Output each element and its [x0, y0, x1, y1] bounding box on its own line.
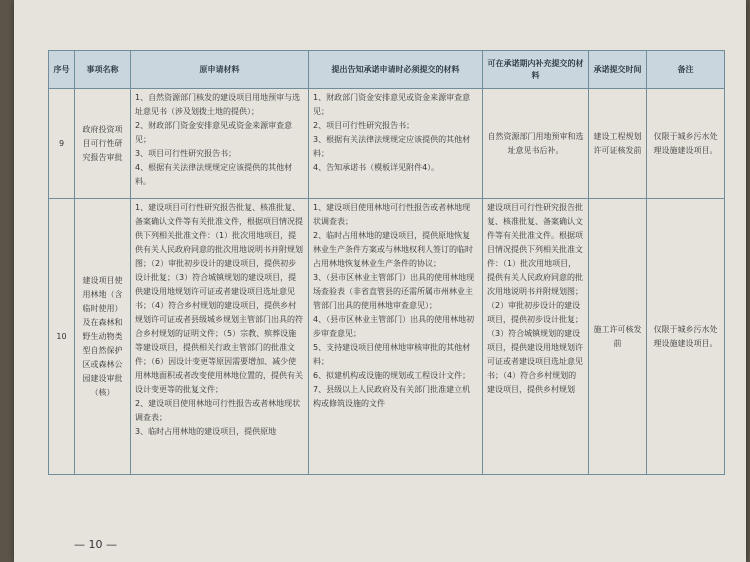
- row-submit-time: 建设工程规划许可证核发前: [589, 89, 647, 199]
- material-line: 4、根据有关法律法规规定应该提供的其他材料。: [135, 163, 293, 186]
- header-supplement-materials: 可在承诺期内补充提交的材料: [483, 51, 589, 89]
- material-line: 3、临时占用林地的建设项目，提供原地: [135, 427, 277, 436]
- row-promise-materials: [309, 199, 483, 475]
- table-row: [49, 199, 725, 475]
- header-seq: 序号: [49, 51, 75, 89]
- material-line: 4、告知承诺书（模板详见附件4）。: [313, 163, 440, 172]
- material-line: 2、财政部门资金安排意见或资金来源审查意见；: [135, 121, 293, 144]
- material-line: 2、临时占用林地的建设项目，提供原地恢复林业生产条件方案或与林地权利人签订的临时占用林地恢复林业生产条件的协议；: [313, 231, 473, 268]
- header-submit-time: 承诺提交时间: [589, 51, 647, 89]
- table-header-row: [49, 51, 725, 89]
- material-line: 建设项目可行性研究报告批复、核准批复、备案确认文件等有关批准文件。根据项目情况提供下列相关批准文件：（1）批次用地项目，提供有关人民政府同意的批次用地说明书并附规划图；（2）审批初步设计的建设项目，提供初步设计批复；（3）符合城镇规划的建设项目，提供建设用地规划许可证或者建设项目选址意见书；（4）符合乡村规划的建设项目，提供乡村规划: [487, 203, 583, 394]
- material-line: 7、县级以上人民政府及有关部门批准建立机构或修筑设施的文件: [313, 385, 471, 408]
- row-item-name: 政府投资项目可行性研究报告审批: [75, 89, 131, 199]
- row-supplement-materials: [483, 89, 589, 199]
- row-seq: 9: [49, 89, 75, 199]
- row-note: 仅限于城乡污水处理设施建设项目。: [647, 199, 725, 475]
- row-item-name: 建设项目使用林地（含临时使用）及在森林和野生动物类型自然保护区或森林公园建设审批（核）: [75, 199, 131, 475]
- header-item-name: 事项名称: [75, 51, 131, 89]
- header-note: 备注: [647, 51, 725, 89]
- row-supplement-materials: [483, 199, 589, 475]
- material-line: 2、建设项目使用林地可行性报告或者林地现状调查表；: [135, 399, 301, 422]
- approval-table: [48, 50, 725, 475]
- material-line: 1、建设项目可行性研究报告批复、核准批复、备案确认文件等有关批准文件，根据项目情况提供下列相关批准文件：（1）批次用地项目，提供有关人民政府同意的批次用地说明书并附规划图；（2）审批初步设计的建设项目，提供初步设计批复；（3）符合城镇规划的建设项目，提供建设用地规划许可证或者建设项目选址意见书；（4）符合乡村规划的建设项目，提供乡村规划许可证或者县级城乡规划主管部门出具的符合乡村规划的证明文件；（5）宗教、殡葬设施等建设项目，提供相关行政主管部门的批准文件；（6）因设计变更等原因需要增加、减少使用林地面积或者改变使用林地位置的，提供有关设计变更等的批复文件；: [135, 203, 303, 394]
- table-row: [49, 89, 725, 199]
- row-original-materials: [131, 199, 309, 475]
- row-original-materials: [131, 89, 309, 199]
- row-note: 仅限于城乡污水处理设施建设项目。: [647, 89, 725, 199]
- material-line: 5、支持建设项目使用林地审核审批的其他材料；: [313, 343, 471, 366]
- row-submit-time: 施工许可核发前: [589, 199, 647, 475]
- header-promise-materials: 提出告知承诺申请时必须提交的材料: [309, 51, 483, 89]
- material-line: 6、拟建机构或设施的规划或工程设计文件；: [313, 371, 471, 380]
- material-line: 3、根据有关法律法规规定应该提供的其他材料；: [313, 135, 471, 158]
- row-seq: 10: [49, 199, 75, 475]
- row-promise-materials: [309, 89, 483, 199]
- material-line: 1、财政部门资金安排意见或资金来源审查意见；: [313, 93, 471, 116]
- material-line: 自然资源部门用地预审和选址意见书后补。: [487, 131, 584, 155]
- material-line: 4、（县市区林业主管部门）出具的使用林地初步审查意见；: [313, 315, 475, 338]
- material-line: 1、建设项目使用林地可行性报告或者林地现状调查表；: [313, 203, 471, 226]
- material-line: 3、项目可行性研究报告书；: [135, 149, 237, 158]
- material-line: 1、自然资源部门核发的建设项目用地预审与选址意见书（涉及划拨土地的提供）；: [135, 93, 301, 116]
- document-page: [14, 0, 746, 562]
- material-line: 3、（县市区林业主管部门）出具的使用林地现场查验表（非省直管县的还需所属市州林业主管部门出具的使用林地审查意见）；: [313, 273, 475, 310]
- page-number: — 10 —: [74, 538, 117, 551]
- header-original-materials: 原申请材料: [131, 51, 309, 89]
- material-line: 2、项目可行性研究报告书；: [313, 121, 415, 130]
